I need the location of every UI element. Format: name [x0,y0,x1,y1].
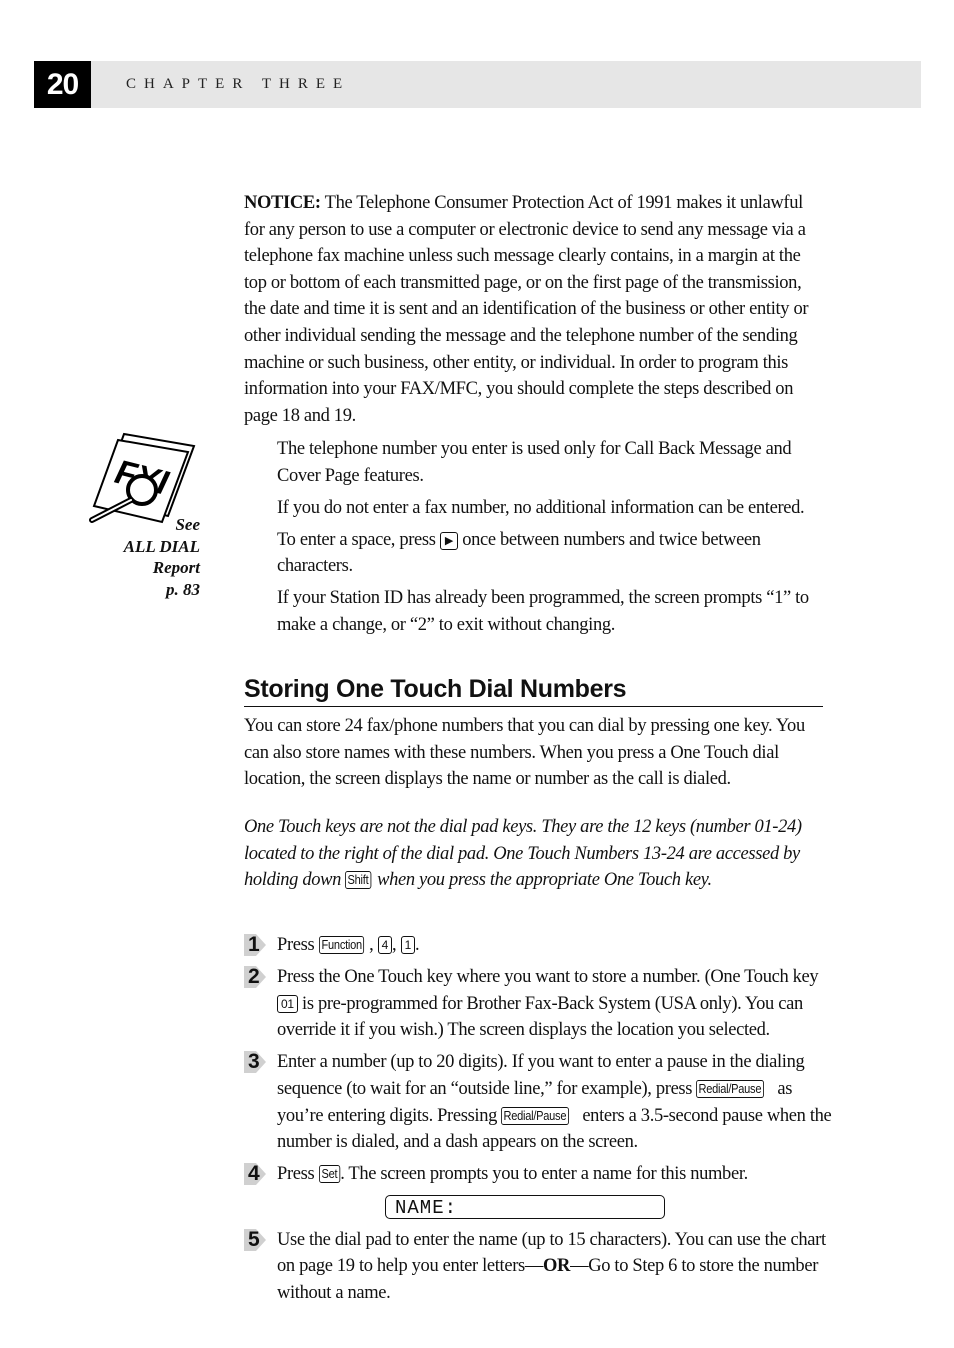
step-text: , [392,935,397,955]
one-key: 1 [401,936,415,954]
shift-key: Shift [345,871,371,889]
step-text: as you’re entering digits. Pressing [277,1078,793,1126]
step-number [244,1227,266,1251]
step [244,932,834,959]
step-number [244,932,266,956]
step-text: Use the dial pad to enter the name (up to 15 characters). You can use the chart on page 19 to help you enter letters— [277,1229,826,1277]
note-station-id: If your Station ID has already been programmed, the screen prompts “1” to make a change, or “2” to exit without changing. [277,588,809,636]
side-reference-line: Report [152,558,200,577]
redial-pause-key: Redial/Pause [696,1080,764,1098]
side-reference-line: p. 83 [166,579,200,599]
step-text: Press [277,935,315,955]
redial-pause-key: Redial/Pause [501,1107,569,1125]
side-reference-line: See [175,515,200,534]
function-key: Function [319,936,364,954]
step-number [244,964,266,988]
step-text: is pre-programmed for Brother Fax-Back System (USA only). You can override it if you wish.) The screen displays the location you selected. [277,993,803,1041]
note-text: To enter a space, press [277,529,436,550]
italic-text: when you press the appropriate One Touch key. [377,870,712,891]
side-reference-line: ALL DIAL [123,536,200,556]
one-touch-01-key: 01 [277,995,298,1013]
fyi-magnifier-icon [88,432,200,527]
side-reference [100,514,200,600]
notice-paragraph [244,190,824,429]
lcd-display: NAME: [385,1195,665,1219]
step-digit: 4 [248,1162,260,1186]
step [244,964,834,1044]
step-digit: 5 [248,1227,260,1251]
page-number: 20 [34,61,91,108]
notes-list [277,436,827,644]
notice-text: The Telephone Consumer Protection Act of 1991 makes it unlawful for any person to use a computer or electronic device to send any message via a telephone fax machine unless such message clearly contains, in a margin at the top or bottom of each transmitted page, or on the first page of the transmission, the date and time it is sent and an identification of the business or other entity or other individual sending the message and the telephone number of the sending machine or such business, other entity, or individual. In order to program this information into your FAX/MFC, you should complete the steps described on page 18 and 19. [244,193,809,426]
step-text: enters a 3.5-second pause when the number is dialed, and a dash appears on the screen. [277,1105,832,1153]
step-text: Enter a number (up to 20 digits). If you want to enter a pause in the dialing sequence (to wait for an “outside line,” for example), press [277,1052,805,1099]
right-arrow-key-icon: ▶ [440,532,458,550]
step [244,1049,834,1155]
or-emphasis: OR [543,1256,571,1277]
section-heading: Storing One Touch Dial Numbers [244,672,823,707]
four-key: 4 [378,936,392,954]
step-digit: 1 [248,933,260,956]
step-text: Press the One Touch key where you want to store a number. (One Touch key [277,967,819,988]
set-key: Set [319,1165,340,1183]
step [244,1161,834,1219]
step-text: . [414,935,420,955]
italic-text: One Touch keys are not the dial pad keys. They are the 12 keys (number 01-24) located to the right of the dial pad. One Touch Numbers 13-24 are accessed by holding down [244,817,802,891]
step [244,1227,834,1307]
step-number [244,1049,266,1073]
step-text: Press [277,1164,315,1185]
note-call-back: The telephone number you enter is used only for Call Back Message and Cover Page features. [277,439,792,486]
note-enter-space [277,527,827,580]
step-text: —Go to Step 6 to store the number without a name. [277,1256,819,1304]
notice-label: NOTICE: [244,193,321,213]
steps-list [244,932,834,1312]
note-no-fax-number: If you do not enter a fax number, no additional information can be entered. [277,497,805,518]
step-number [244,1161,266,1185]
note-text: once between numbers and twice between characters. [277,529,761,577]
section-intro: You can store 24 fax/phone numbers that you can dial by pressing one key. You can also store names with these numbers. When you press a One Touch dial location, the screen displays the name or number as the call is dialed. [244,716,805,790]
step-digit: 2 [248,965,260,989]
step-digit: 3 [248,1050,260,1074]
step-text: . The screen prompts you to enter a name for this number. [340,1164,748,1185]
step-text: , [369,935,374,955]
one-touch-italic-note [244,814,819,894]
chapter-title: CHAPTER THREE [126,76,351,92]
